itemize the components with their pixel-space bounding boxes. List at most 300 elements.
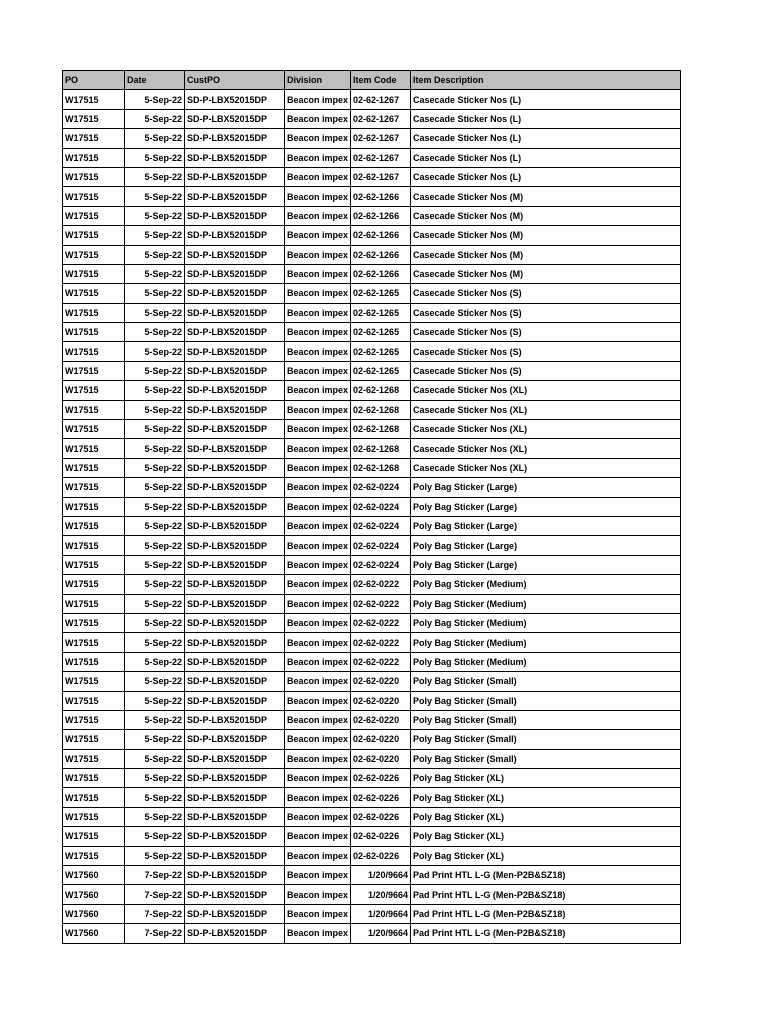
cell-date: 5-Sep-22 bbox=[125, 807, 185, 826]
cell-division: Beacon impex bbox=[285, 167, 351, 186]
cell-item-description: Casecade Sticker Nos (XL) bbox=[411, 381, 681, 400]
table-row bbox=[63, 904, 681, 923]
cell-division: Beacon impex bbox=[285, 323, 351, 342]
cell-item-description: Casecade Sticker Nos (XL) bbox=[411, 420, 681, 439]
table-row bbox=[63, 516, 681, 535]
cell-date: 5-Sep-22 bbox=[125, 613, 185, 632]
cell-custpo: SD-P-LBX52015DP bbox=[185, 924, 285, 943]
cell-division: Beacon impex bbox=[285, 206, 351, 225]
cell-division: Beacon impex bbox=[285, 478, 351, 497]
header-custpo: CustPO bbox=[185, 71, 285, 90]
cell-item-description: Pad Print HTL L-G (Men-P2B&SZ18) bbox=[411, 924, 681, 943]
cell-item-description: Poly Bag Sticker (Small) bbox=[411, 691, 681, 710]
cell-item-code: 02-62-0222 bbox=[351, 594, 411, 613]
cell-custpo: SD-P-LBX52015DP bbox=[185, 439, 285, 458]
cell-po: W17515 bbox=[63, 827, 125, 846]
cell-custpo: SD-P-LBX52015DP bbox=[185, 866, 285, 885]
cell-item-code: 02-62-1267 bbox=[351, 167, 411, 186]
cell-item-description: Poly Bag Sticker (Medium) bbox=[411, 594, 681, 613]
cell-date: 5-Sep-22 bbox=[125, 710, 185, 729]
cell-po: W17515 bbox=[63, 672, 125, 691]
cell-custpo: SD-P-LBX52015DP bbox=[185, 129, 285, 148]
cell-division: Beacon impex bbox=[285, 187, 351, 206]
cell-po: W17515 bbox=[63, 439, 125, 458]
cell-item-description: Pad Print HTL L-G (Men-P2B&SZ18) bbox=[411, 904, 681, 923]
cell-division: Beacon impex bbox=[285, 652, 351, 671]
cell-custpo: SD-P-LBX52015DP bbox=[185, 594, 285, 613]
cell-po: W17515 bbox=[63, 516, 125, 535]
cell-division: Beacon impex bbox=[285, 361, 351, 380]
cell-date: 5-Sep-22 bbox=[125, 167, 185, 186]
table-row bbox=[63, 846, 681, 865]
cell-date: 5-Sep-22 bbox=[125, 749, 185, 768]
cell-date: 7-Sep-22 bbox=[125, 904, 185, 923]
cell-item-code: 02-62-0222 bbox=[351, 613, 411, 632]
cell-item-description: Casecade Sticker Nos (L) bbox=[411, 167, 681, 186]
header-date: Date bbox=[125, 71, 185, 90]
cell-item-description: Casecade Sticker Nos (M) bbox=[411, 264, 681, 283]
cell-item-description: Poly Bag Sticker (Medium) bbox=[411, 575, 681, 594]
cell-custpo: SD-P-LBX52015DP bbox=[185, 672, 285, 691]
cell-item-code: 02-62-1266 bbox=[351, 264, 411, 283]
cell-custpo: SD-P-LBX52015DP bbox=[185, 652, 285, 671]
cell-item-code: 02-62-0224 bbox=[351, 555, 411, 574]
cell-date: 5-Sep-22 bbox=[125, 769, 185, 788]
table-row bbox=[63, 226, 681, 245]
cell-custpo: SD-P-LBX52015DP bbox=[185, 788, 285, 807]
cell-item-description: Poly Bag Sticker (Large) bbox=[411, 478, 681, 497]
table-row bbox=[63, 381, 681, 400]
cell-item-description: Pad Print HTL L-G (Men-P2B&SZ18) bbox=[411, 866, 681, 885]
table-row bbox=[63, 400, 681, 419]
table-row bbox=[63, 575, 681, 594]
cell-custpo: SD-P-LBX52015DP bbox=[185, 749, 285, 768]
cell-item-code: 02-62-0226 bbox=[351, 807, 411, 826]
cell-date: 5-Sep-22 bbox=[125, 129, 185, 148]
cell-po: W17515 bbox=[63, 555, 125, 574]
cell-po: W17515 bbox=[63, 749, 125, 768]
cell-date: 5-Sep-22 bbox=[125, 148, 185, 167]
cell-division: Beacon impex bbox=[285, 148, 351, 167]
cell-division: Beacon impex bbox=[285, 109, 351, 128]
cell-date: 5-Sep-22 bbox=[125, 245, 185, 264]
cell-item-code: 02-62-1266 bbox=[351, 187, 411, 206]
cell-division: Beacon impex bbox=[285, 264, 351, 283]
cell-date: 5-Sep-22 bbox=[125, 652, 185, 671]
cell-item-code: 02-62-0224 bbox=[351, 497, 411, 516]
cell-item-description: Casecade Sticker Nos (S) bbox=[411, 323, 681, 342]
cell-date: 5-Sep-22 bbox=[125, 284, 185, 303]
cell-item-description: Casecade Sticker Nos (L) bbox=[411, 90, 681, 109]
cell-division: Beacon impex bbox=[285, 769, 351, 788]
cell-po: W17515 bbox=[63, 361, 125, 380]
cell-item-code: 02-62-1265 bbox=[351, 303, 411, 322]
cell-item-description: Casecade Sticker Nos (L) bbox=[411, 129, 681, 148]
cell-po: W17560 bbox=[63, 924, 125, 943]
cell-item-code: 02-62-1266 bbox=[351, 206, 411, 225]
cell-custpo: SD-P-LBX52015DP bbox=[185, 361, 285, 380]
cell-division: Beacon impex bbox=[285, 672, 351, 691]
cell-date: 5-Sep-22 bbox=[125, 633, 185, 652]
header-division: Division bbox=[285, 71, 351, 90]
cell-item-code: 02-62-1268 bbox=[351, 420, 411, 439]
table-row bbox=[63, 284, 681, 303]
cell-po: W17515 bbox=[63, 730, 125, 749]
cell-division: Beacon impex bbox=[285, 284, 351, 303]
table-row bbox=[63, 691, 681, 710]
cell-division: Beacon impex bbox=[285, 303, 351, 322]
cell-date: 5-Sep-22 bbox=[125, 342, 185, 361]
cell-po: W17515 bbox=[63, 109, 125, 128]
cell-po: W17515 bbox=[63, 187, 125, 206]
cell-item-description: Casecade Sticker Nos (S) bbox=[411, 342, 681, 361]
cell-item-code: 02-62-0224 bbox=[351, 478, 411, 497]
table-row bbox=[63, 633, 681, 652]
cell-item-code: 02-62-1267 bbox=[351, 109, 411, 128]
table-row bbox=[63, 245, 681, 264]
cell-date: 5-Sep-22 bbox=[125, 691, 185, 710]
cell-item-description: Poly Bag Sticker (Small) bbox=[411, 672, 681, 691]
table-row bbox=[63, 613, 681, 632]
cell-po: W17515 bbox=[63, 575, 125, 594]
cell-division: Beacon impex bbox=[285, 807, 351, 826]
cell-custpo: SD-P-LBX52015DP bbox=[185, 187, 285, 206]
cell-custpo: SD-P-LBX52015DP bbox=[185, 420, 285, 439]
cell-po: W17515 bbox=[63, 323, 125, 342]
cell-item-description: Poly Bag Sticker (XL) bbox=[411, 846, 681, 865]
cell-division: Beacon impex bbox=[285, 846, 351, 865]
cell-po: W17515 bbox=[63, 769, 125, 788]
cell-item-description: Casecade Sticker Nos (M) bbox=[411, 245, 681, 264]
cell-item-description: Poly Bag Sticker (Large) bbox=[411, 536, 681, 555]
cell-item-description: Poly Bag Sticker (XL) bbox=[411, 769, 681, 788]
cell-date: 5-Sep-22 bbox=[125, 90, 185, 109]
table-row bbox=[63, 536, 681, 555]
cell-po: W17515 bbox=[63, 691, 125, 710]
table-row bbox=[63, 827, 681, 846]
cell-item-description: Casecade Sticker Nos (S) bbox=[411, 284, 681, 303]
cell-item-description: Poly Bag Sticker (Small) bbox=[411, 730, 681, 749]
cell-division: Beacon impex bbox=[285, 439, 351, 458]
cell-date: 5-Sep-22 bbox=[125, 536, 185, 555]
cell-item-description: Pad Print HTL L-G (Men-P2B&SZ18) bbox=[411, 885, 681, 904]
cell-custpo: SD-P-LBX52015DP bbox=[185, 769, 285, 788]
cell-item-code: 02-62-0220 bbox=[351, 672, 411, 691]
cell-item-code: 02-62-0220 bbox=[351, 710, 411, 729]
cell-po: W17515 bbox=[63, 381, 125, 400]
table-row bbox=[63, 652, 681, 671]
cell-custpo: SD-P-LBX52015DP bbox=[185, 575, 285, 594]
cell-division: Beacon impex bbox=[285, 536, 351, 555]
table-row bbox=[63, 710, 681, 729]
cell-po: W17560 bbox=[63, 866, 125, 885]
cell-item-description: Poly Bag Sticker (Large) bbox=[411, 516, 681, 535]
cell-division: Beacon impex bbox=[285, 710, 351, 729]
cell-date: 5-Sep-22 bbox=[125, 381, 185, 400]
cell-custpo: SD-P-LBX52015DP bbox=[185, 633, 285, 652]
cell-item-description: Poly Bag Sticker (Medium) bbox=[411, 633, 681, 652]
cell-po: W17515 bbox=[63, 420, 125, 439]
cell-item-code: 02-62-1265 bbox=[351, 284, 411, 303]
cell-date: 5-Sep-22 bbox=[125, 672, 185, 691]
cell-division: Beacon impex bbox=[285, 400, 351, 419]
cell-item-description: Poly Bag Sticker (XL) bbox=[411, 827, 681, 846]
cell-item-description: Poly Bag Sticker (Large) bbox=[411, 497, 681, 516]
cell-item-description: Casecade Sticker Nos (M) bbox=[411, 206, 681, 225]
cell-date: 5-Sep-22 bbox=[125, 788, 185, 807]
cell-item-description: Poly Bag Sticker (Medium) bbox=[411, 652, 681, 671]
cell-po: W17515 bbox=[63, 226, 125, 245]
cell-custpo: SD-P-LBX52015DP bbox=[185, 846, 285, 865]
cell-item-description: Casecade Sticker Nos (XL) bbox=[411, 458, 681, 477]
table-row bbox=[63, 167, 681, 186]
cell-date: 5-Sep-22 bbox=[125, 361, 185, 380]
cell-po: W17515 bbox=[63, 342, 125, 361]
cell-division: Beacon impex bbox=[285, 904, 351, 923]
cell-date: 5-Sep-22 bbox=[125, 555, 185, 574]
table-row bbox=[63, 439, 681, 458]
cell-item-description: Poly Bag Sticker (Small) bbox=[411, 710, 681, 729]
cell-custpo: SD-P-LBX52015DP bbox=[185, 400, 285, 419]
cell-po: W17515 bbox=[63, 846, 125, 865]
cell-po: W17515 bbox=[63, 206, 125, 225]
cell-division: Beacon impex bbox=[285, 866, 351, 885]
cell-division: Beacon impex bbox=[285, 613, 351, 632]
header-po: PO bbox=[63, 71, 125, 90]
cell-po: W17515 bbox=[63, 788, 125, 807]
table-row bbox=[63, 807, 681, 826]
cell-custpo: SD-P-LBX52015DP bbox=[185, 516, 285, 535]
cell-item-code: 02-62-0226 bbox=[351, 827, 411, 846]
cell-date: 5-Sep-22 bbox=[125, 827, 185, 846]
cell-date: 5-Sep-22 bbox=[125, 226, 185, 245]
cell-item-code: 02-62-0226 bbox=[351, 769, 411, 788]
cell-division: Beacon impex bbox=[285, 885, 351, 904]
table-row bbox=[63, 749, 681, 768]
cell-date: 7-Sep-22 bbox=[125, 866, 185, 885]
cell-po: W17515 bbox=[63, 710, 125, 729]
cell-custpo: SD-P-LBX52015DP bbox=[185, 226, 285, 245]
cell-date: 7-Sep-22 bbox=[125, 924, 185, 943]
cell-date: 5-Sep-22 bbox=[125, 187, 185, 206]
cell-custpo: SD-P-LBX52015DP bbox=[185, 710, 285, 729]
cell-item-description: Casecade Sticker Nos (XL) bbox=[411, 400, 681, 419]
cell-custpo: SD-P-LBX52015DP bbox=[185, 342, 285, 361]
cell-item-code: 02-62-1265 bbox=[351, 342, 411, 361]
table-row bbox=[63, 420, 681, 439]
table-row bbox=[63, 594, 681, 613]
cell-item-code: 02-62-0220 bbox=[351, 730, 411, 749]
cell-date: 5-Sep-22 bbox=[125, 400, 185, 419]
cell-po: W17515 bbox=[63, 497, 125, 516]
cell-item-code: 02-62-1268 bbox=[351, 439, 411, 458]
cell-date: 5-Sep-22 bbox=[125, 478, 185, 497]
cell-division: Beacon impex bbox=[285, 226, 351, 245]
cell-item-code: 02-62-1266 bbox=[351, 226, 411, 245]
cell-item-code: 02-62-1267 bbox=[351, 148, 411, 167]
cell-item-code: 02-62-1268 bbox=[351, 381, 411, 400]
cell-po: W17515 bbox=[63, 167, 125, 186]
cell-division: Beacon impex bbox=[285, 633, 351, 652]
table-row bbox=[63, 342, 681, 361]
cell-custpo: SD-P-LBX52015DP bbox=[185, 613, 285, 632]
cell-date: 5-Sep-22 bbox=[125, 264, 185, 283]
cell-division: Beacon impex bbox=[285, 497, 351, 516]
table-row bbox=[63, 148, 681, 167]
cell-custpo: SD-P-LBX52015DP bbox=[185, 323, 285, 342]
table-row bbox=[63, 555, 681, 574]
cell-custpo: SD-P-LBX52015DP bbox=[185, 458, 285, 477]
header-item-description: Item Description bbox=[411, 71, 681, 90]
cell-date: 5-Sep-22 bbox=[125, 497, 185, 516]
cell-division: Beacon impex bbox=[285, 594, 351, 613]
cell-po: W17515 bbox=[63, 807, 125, 826]
cell-custpo: SD-P-LBX52015DP bbox=[185, 264, 285, 283]
cell-item-code: 1/20/9664 bbox=[351, 866, 411, 885]
cell-date: 5-Sep-22 bbox=[125, 303, 185, 322]
cell-item-description: Casecade Sticker Nos (S) bbox=[411, 361, 681, 380]
cell-division: Beacon impex bbox=[285, 129, 351, 148]
cell-division: Beacon impex bbox=[285, 516, 351, 535]
cell-po: W17515 bbox=[63, 633, 125, 652]
cell-po: W17515 bbox=[63, 400, 125, 419]
cell-date: 5-Sep-22 bbox=[125, 846, 185, 865]
cell-division: Beacon impex bbox=[285, 924, 351, 943]
cell-item-code: 02-62-1268 bbox=[351, 458, 411, 477]
table-row bbox=[63, 672, 681, 691]
cell-division: Beacon impex bbox=[285, 730, 351, 749]
cell-po: W17515 bbox=[63, 478, 125, 497]
cell-po: W17515 bbox=[63, 129, 125, 148]
cell-division: Beacon impex bbox=[285, 575, 351, 594]
cell-item-code: 02-62-1266 bbox=[351, 245, 411, 264]
cell-division: Beacon impex bbox=[285, 827, 351, 846]
cell-date: 5-Sep-22 bbox=[125, 516, 185, 535]
table-row bbox=[63, 478, 681, 497]
cell-custpo: SD-P-LBX52015DP bbox=[185, 730, 285, 749]
cell-po: W17515 bbox=[63, 284, 125, 303]
cell-date: 5-Sep-22 bbox=[125, 594, 185, 613]
cell-item-code: 1/20/9664 bbox=[351, 885, 411, 904]
cell-division: Beacon impex bbox=[285, 420, 351, 439]
cell-po: W17515 bbox=[63, 148, 125, 167]
cell-custpo: SD-P-LBX52015DP bbox=[185, 381, 285, 400]
cell-item-code: 02-62-1267 bbox=[351, 90, 411, 109]
po-table bbox=[62, 70, 681, 944]
table-row bbox=[63, 497, 681, 516]
cell-division: Beacon impex bbox=[285, 749, 351, 768]
cell-item-code: 02-62-1267 bbox=[351, 129, 411, 148]
cell-custpo: SD-P-LBX52015DP bbox=[185, 555, 285, 574]
cell-custpo: SD-P-LBX52015DP bbox=[185, 284, 285, 303]
table-row bbox=[63, 90, 681, 109]
table-row bbox=[63, 264, 681, 283]
cell-item-description: Casecade Sticker Nos (M) bbox=[411, 187, 681, 206]
cell-date: 5-Sep-22 bbox=[125, 730, 185, 749]
table-body bbox=[63, 90, 681, 943]
cell-custpo: SD-P-LBX52015DP bbox=[185, 497, 285, 516]
cell-po: W17515 bbox=[63, 613, 125, 632]
cell-po: W17515 bbox=[63, 458, 125, 477]
cell-item-code: 02-62-1265 bbox=[351, 323, 411, 342]
cell-item-code: 02-62-0226 bbox=[351, 846, 411, 865]
cell-custpo: SD-P-LBX52015DP bbox=[185, 167, 285, 186]
cell-item-description: Casecade Sticker Nos (L) bbox=[411, 109, 681, 128]
cell-custpo: SD-P-LBX52015DP bbox=[185, 206, 285, 225]
cell-po: W17515 bbox=[63, 652, 125, 671]
cell-po: W17515 bbox=[63, 90, 125, 109]
cell-custpo: SD-P-LBX52015DP bbox=[185, 691, 285, 710]
table-row bbox=[63, 885, 681, 904]
table-row bbox=[63, 361, 681, 380]
cell-item-description: Poly Bag Sticker (XL) bbox=[411, 807, 681, 826]
cell-custpo: SD-P-LBX52015DP bbox=[185, 303, 285, 322]
cell-po: W17515 bbox=[63, 594, 125, 613]
cell-custpo: SD-P-LBX52015DP bbox=[185, 478, 285, 497]
cell-item-code: 02-62-0222 bbox=[351, 652, 411, 671]
cell-custpo: SD-P-LBX52015DP bbox=[185, 245, 285, 264]
table-row bbox=[63, 866, 681, 885]
cell-date: 5-Sep-22 bbox=[125, 323, 185, 342]
cell-custpo: SD-P-LBX52015DP bbox=[185, 536, 285, 555]
cell-date: 5-Sep-22 bbox=[125, 575, 185, 594]
cell-item-code: 1/20/9664 bbox=[351, 904, 411, 923]
cell-item-code: 02-62-0224 bbox=[351, 536, 411, 555]
cell-item-code: 1/20/9664 bbox=[351, 924, 411, 943]
table-row bbox=[63, 323, 681, 342]
cell-item-description: Poly Bag Sticker (Large) bbox=[411, 555, 681, 574]
cell-item-code: 02-62-0226 bbox=[351, 788, 411, 807]
cell-item-description: Poly Bag Sticker (XL) bbox=[411, 788, 681, 807]
cell-custpo: SD-P-LBX52015DP bbox=[185, 827, 285, 846]
cell-item-description: Casecade Sticker Nos (XL) bbox=[411, 439, 681, 458]
cell-item-code: 02-62-1265 bbox=[351, 361, 411, 380]
header-item-code: Item Code bbox=[351, 71, 411, 90]
cell-item-code: 02-62-0222 bbox=[351, 575, 411, 594]
cell-custpo: SD-P-LBX52015DP bbox=[185, 90, 285, 109]
cell-date: 5-Sep-22 bbox=[125, 420, 185, 439]
table-row bbox=[63, 109, 681, 128]
cell-item-code: 02-62-1268 bbox=[351, 400, 411, 419]
cell-date: 5-Sep-22 bbox=[125, 439, 185, 458]
cell-po: W17515 bbox=[63, 303, 125, 322]
cell-date: 7-Sep-22 bbox=[125, 885, 185, 904]
cell-po: W17560 bbox=[63, 904, 125, 923]
cell-division: Beacon impex bbox=[285, 788, 351, 807]
cell-date: 5-Sep-22 bbox=[125, 206, 185, 225]
cell-division: Beacon impex bbox=[285, 245, 351, 264]
cell-po: W17515 bbox=[63, 245, 125, 264]
header-row bbox=[63, 71, 681, 90]
cell-item-description: Poly Bag Sticker (Small) bbox=[411, 749, 681, 768]
cell-division: Beacon impex bbox=[285, 342, 351, 361]
cell-po: W17515 bbox=[63, 536, 125, 555]
table-row bbox=[63, 129, 681, 148]
cell-item-description: Casecade Sticker Nos (L) bbox=[411, 148, 681, 167]
cell-item-description: Poly Bag Sticker (Medium) bbox=[411, 613, 681, 632]
table-row bbox=[63, 206, 681, 225]
table-row bbox=[63, 924, 681, 943]
cell-po: W17515 bbox=[63, 264, 125, 283]
table-row bbox=[63, 458, 681, 477]
cell-division: Beacon impex bbox=[285, 555, 351, 574]
cell-item-description: Casecade Sticker Nos (S) bbox=[411, 303, 681, 322]
cell-date: 5-Sep-22 bbox=[125, 458, 185, 477]
cell-division: Beacon impex bbox=[285, 90, 351, 109]
cell-item-code: 02-62-0222 bbox=[351, 633, 411, 652]
cell-custpo: SD-P-LBX52015DP bbox=[185, 885, 285, 904]
cell-division: Beacon impex bbox=[285, 381, 351, 400]
